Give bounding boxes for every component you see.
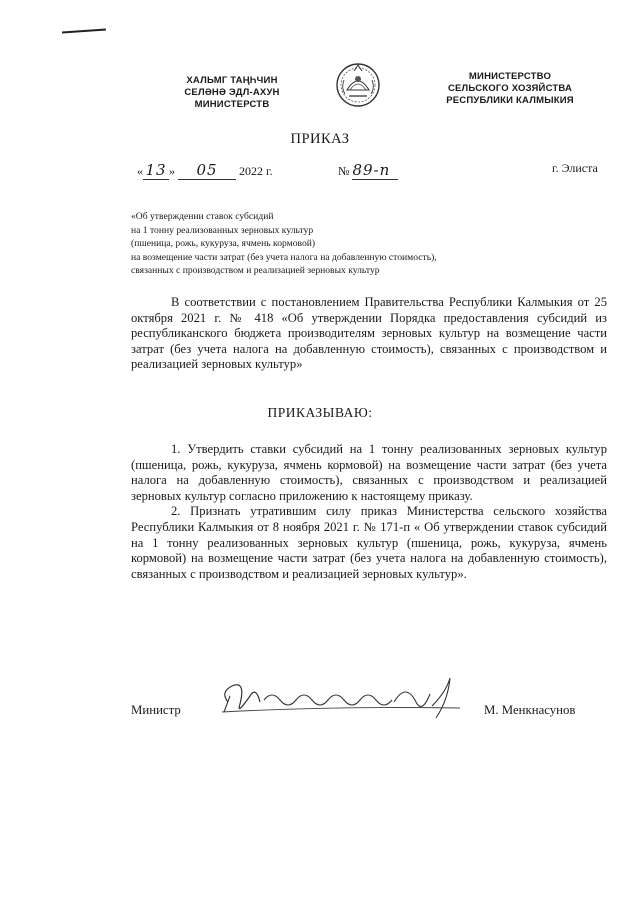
date-year: 2022 г. bbox=[239, 164, 273, 178]
subject-line: на 1 тонну реализованных зерновых культур bbox=[131, 224, 314, 236]
header-right-block bbox=[420, 71, 600, 107]
preamble-text: В соответствии с постановлением Правительства Республики Калмыкия от 25 октября 2021 г. № 418 «Об утверждении Порядка предоставления субсидий из республиканского бюджета производителям зерновых культур на возмещение части затрат (без учета налога на добавленную стоимость), связанных с производством и реализацией зерновых культур» bbox=[131, 295, 607, 372]
order-word: ПРИКАЗЫВАЮ: bbox=[267, 405, 373, 420]
preamble bbox=[131, 295, 607, 373]
order-item-2: 2. Признать утратившим силу приказ Министерства сельского хозяйства Республики Калмыкия от 8 ноября 2021 г. № 171-п « Об утверждении ставок субсидий на 1 тонну реализованных зерновых культур (пшеница, рожь, кукуруза, ячмень кормовой) на возмещение части затрат (без учета налога на добавленную стоимость), связанных с производством и реализацией зерновых культур». bbox=[131, 504, 607, 581]
number-label: № bbox=[338, 164, 350, 178]
order-number: 89-п bbox=[352, 161, 398, 180]
signatory-name: М. Менкнасунов bbox=[484, 703, 576, 717]
header-left-line: ХАЛЬМГ ТАҢҺЧИН bbox=[186, 75, 278, 86]
handwritten-signature-icon bbox=[210, 672, 472, 724]
date-open-quote: « bbox=[137, 164, 143, 178]
date-close-quote: » bbox=[169, 164, 175, 178]
header-right-line: СЕЛЬСКОГО ХОЗЯЙСТВА bbox=[447, 83, 573, 94]
header-right-line: МИНИСТЕРСТВО bbox=[468, 71, 552, 82]
order-items bbox=[131, 442, 607, 582]
date-day: 13 bbox=[143, 161, 169, 180]
header-left-block bbox=[152, 75, 312, 111]
signature-position: Министр bbox=[131, 703, 181, 717]
header-left-line: СЕЛӘНӘ ЭДЛ-АХУН bbox=[184, 87, 280, 98]
date-month: 05 bbox=[178, 161, 236, 180]
document-title: ПРИКАЗ bbox=[290, 131, 350, 147]
subject-line: «Об утверждении ставок субсидий bbox=[131, 211, 274, 222]
date-field bbox=[137, 161, 273, 180]
order-number-field bbox=[338, 161, 398, 180]
emblem-of-kalmykia-icon bbox=[335, 60, 381, 110]
document-subject bbox=[131, 210, 437, 278]
subject-line: связанных с производством и реализацией зерновых культур bbox=[131, 265, 380, 276]
subject-line: (пшеница, рожь, кукуруза, ячмень кормовой) bbox=[131, 238, 316, 249]
corner-pen-mark bbox=[62, 28, 106, 33]
subject-line: на возмещение части затрат (без учета налога на добавленную стоимость), bbox=[131, 251, 437, 263]
city: г. Элиста bbox=[552, 161, 598, 175]
header-left-line: МИНИСТЕРСТВ bbox=[194, 99, 270, 110]
order-item-1: 1. Утвердить ставки субсидий на 1 тонну реализованных зерновых культур (пшеница, рожь, кукуруза, ячмень кормовой) на возмещение части затрат (без учета налога на добавленную стоимость), связанных с производством и реализацией зерновых культур согласно приложению к настоящему приказу. bbox=[131, 442, 607, 503]
header-right-line: РЕСПУБЛИКИ КАЛМЫКИЯ bbox=[446, 95, 574, 106]
